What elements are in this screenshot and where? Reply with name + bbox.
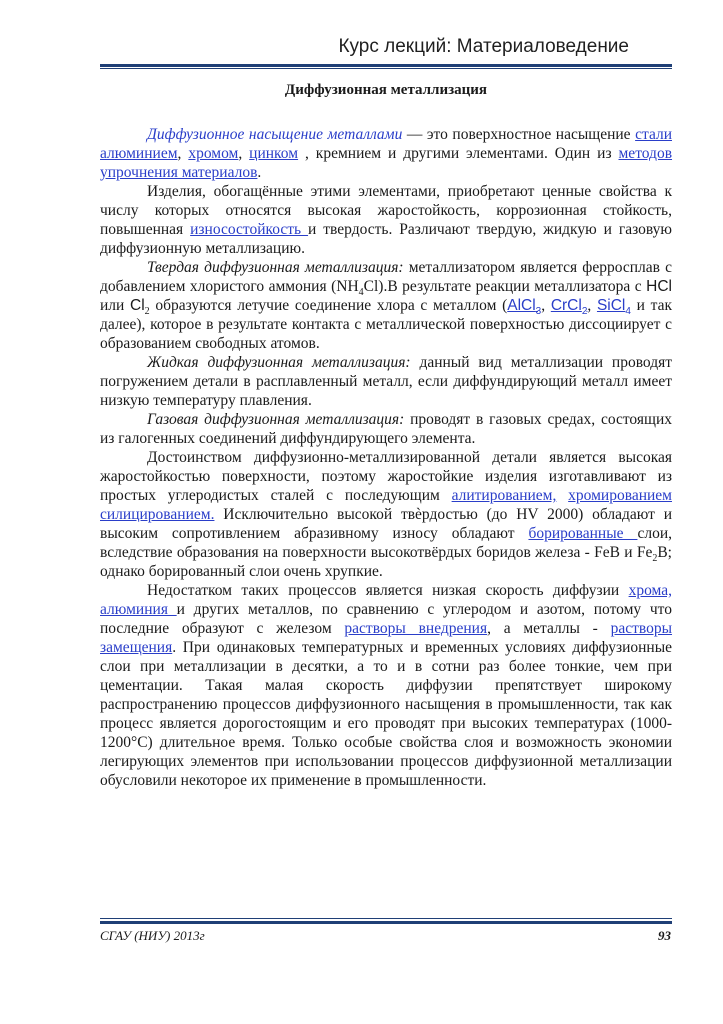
paragraph-4 [100, 353, 672, 410]
footer-rule-thick [100, 921, 672, 924]
subscript: 2 [581, 306, 588, 318]
link-borided[interactable]: борированные [528, 525, 638, 542]
text: — это поверхностное насыщение [402, 126, 636, 143]
formula-cl: Cl [130, 297, 145, 314]
paragraph-3 [100, 258, 672, 353]
paragraph-5 [100, 410, 672, 448]
header-rule-thin [100, 68, 672, 69]
subscript: 4 [358, 287, 364, 299]
paragraph-6 [100, 448, 672, 581]
link-wear-resistance[interactable]: износостойкость [190, 221, 309, 238]
text: металлизатором является ферросплав с добавлением хлористого аммония (NH [100, 259, 672, 295]
text: , [177, 145, 189, 162]
link-interstitial-solutions[interactable]: растворы внедрения [344, 620, 488, 637]
text: данный вид металлизации проводят погружением детали в расплавленный металл, если диффундирующий металл имеет низкую температуру плавления. [100, 354, 672, 409]
link-chrome[interactable]: хрома, [628, 582, 672, 599]
link-chromizing[interactable]: хромированием [568, 487, 672, 504]
link-zinc[interactable]: цинком [249, 145, 299, 162]
subscript: 4 [625, 306, 631, 318]
article-body [100, 125, 672, 790]
link-text: SiCl [596, 297, 626, 314]
text: , кремнием и другими элементами. Один из [298, 145, 619, 162]
link-text: CrCl [550, 297, 582, 314]
text: , [587, 297, 597, 314]
subscript: 2 [652, 553, 658, 565]
page-number: 93 [658, 928, 671, 943]
link-chromium[interactable]: хромом [188, 145, 239, 162]
text: B; однако борированный слои очень хрупкие. [100, 544, 672, 580]
formula-hcl: HCl [646, 278, 672, 295]
text: Исключительно высокой твѐрдостью (до HV 2000) обладают и высоким сопротивлением абразивному износу обладают [100, 506, 672, 542]
section-title: Диффузионная металлизация [284, 82, 488, 98]
subscript: 3 [535, 306, 542, 318]
text: и твердость. Различают твердую, жидкую и газовую диффузионную металлизацию. [100, 221, 672, 257]
link-substitutional-solutions[interactable]: растворы замещения [100, 620, 673, 656]
link-alcl3[interactable] [507, 297, 542, 318]
paragraph-2 [100, 182, 672, 258]
link-siliconizing[interactable]: силицированием. [100, 506, 215, 523]
link-crcl2[interactable] [550, 297, 588, 318]
text: , [541, 297, 551, 314]
term-diffusion-saturation: Диффузионное насыщение металлами [147, 126, 403, 143]
text: , а металлы - [487, 620, 611, 637]
header-rule-thick [100, 64, 672, 67]
footer-institution: СГАУ (НИУ) 2013г [100, 928, 205, 943]
header-title: Курс лекций: Материаловедение [338, 36, 629, 57]
text: Изделия, обогащённые этими элементами, приобретают ценные свойства к числу которых относятся высокая жаростойкость, коррозионная стойкость, повышенная [100, 183, 672, 238]
footer-rule-thin [100, 918, 672, 919]
text: или [100, 297, 131, 314]
subheading-liquid: Жидкая диффузионная металлизация: [147, 354, 411, 371]
text: Достоинством диффузионно-металлизированной детали является высокая жаростойкостью поверхности, поэтому жаростойкие изделия изготавливают из простых углеродистых сталей с последующим [100, 449, 672, 504]
subscript: 2 [144, 306, 150, 318]
paragraph-1 [100, 125, 672, 182]
text: и так далее), которое в результате контакта с металлической поверхностью диссоциирует с образованием свободных атомов. [100, 297, 673, 352]
link-aluminum[interactable]: алюминием [100, 145, 178, 162]
text: . [257, 164, 262, 181]
link-hardening-methods[interactable]: методов упрочнения материалов [100, 145, 673, 181]
text: проводят в газовых средах, состоящих из галогенных соединений диффундирующего элемента. [100, 411, 672, 447]
text: . При одинаковых температурных и временных условиях диффузионные слои при металлизации в десятки, а то и в сотни раз более тонкие, чем при цементации. Такая малая скорость диффузии препятствует широкому распространению процессов диффузионного насыщения в промышленности, так как процесс является дорогостоящим и его проводят при высоких температурах (1000-1200°С) длительное время. Только особые свойства слоя и возможность экономии легирующих элементов при использовании процессов диффузионной металлизации обусловили некоторое их применение в промышленности. [100, 639, 672, 789]
subheading-gas: Газовая диффузионная металлизация: [147, 411, 405, 428]
text: и других металлов, по сравнению с углеродом и азотом, потому что последние образуют с железом [100, 601, 672, 637]
text: образуются летучие соединение хлора с металлом ( [149, 297, 508, 314]
subheading-solid: Твердая диффузионная металлизация: [147, 259, 404, 276]
link-aluminium[interactable]: алюминия [100, 601, 177, 618]
text: Cl).В результате реакции металлизатора с [363, 278, 647, 295]
link-alitizing[interactable]: алитированием, [451, 487, 557, 504]
text [556, 487, 568, 504]
link-steel[interactable]: стали [635, 126, 672, 143]
text: слои, вследствие образования на поверхности высокотвёрдых боридов железа - FeB и Fe [100, 525, 672, 561]
text: , [238, 145, 250, 162]
text: Недостатком таких процессов является низкая скорость диффузии [147, 582, 629, 599]
link-text: AlCl [507, 297, 536, 314]
link-sicl4[interactable] [596, 297, 631, 318]
paragraph-7 [100, 581, 672, 790]
